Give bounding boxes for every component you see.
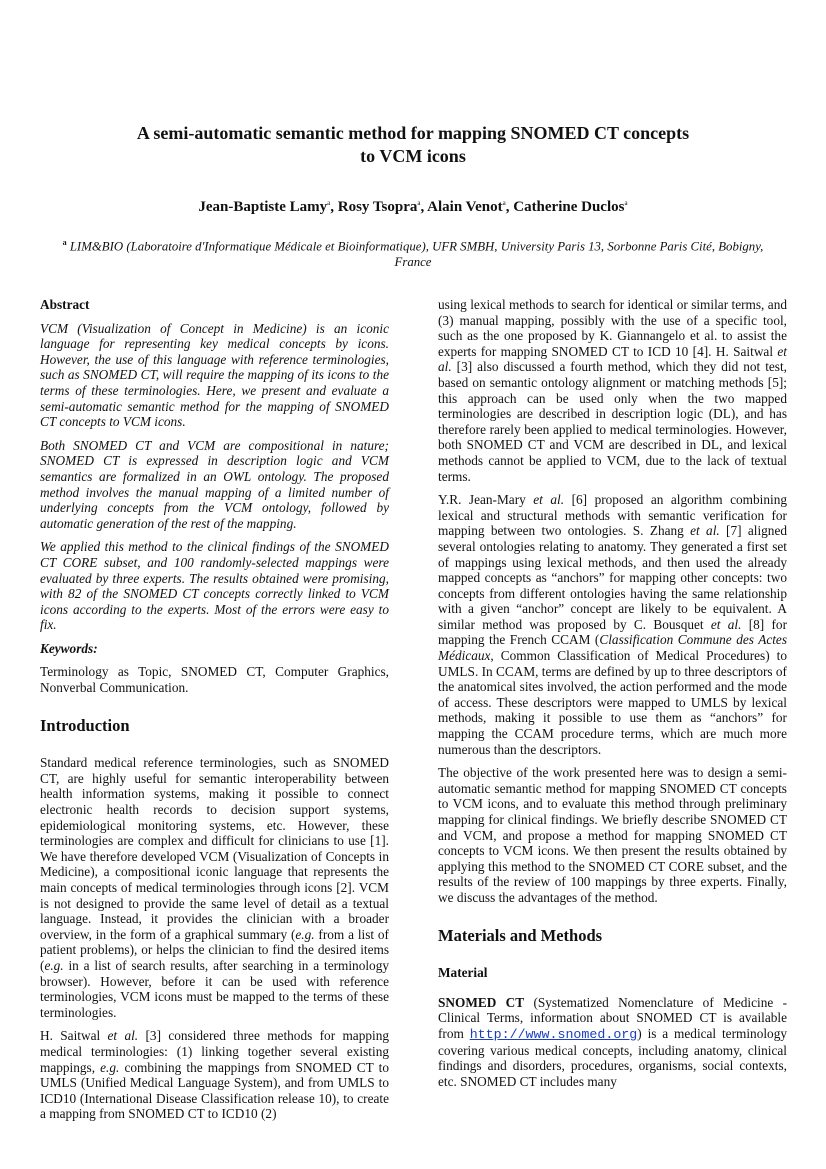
- author-affil-mark: a: [417, 199, 421, 207]
- abstract-heading: Abstract: [40, 297, 90, 312]
- affiliation: [50, 235, 776, 270]
- affiliation-mark: a: [62, 238, 67, 247]
- right-column: [438, 297, 787, 1097]
- author-name: Jean-Baptiste Lamy: [198, 199, 328, 215]
- affiliation-text: LIM&BIO (Laboratoire d'Informatique Médicale et Bioinformatique), UFR SMBH, University Paris 13, Sorbonne Paris Cité, Bobigny, France: [69, 239, 764, 270]
- section-heading-introduction: Introduction: [40, 715, 130, 735]
- paper-title: [80, 122, 746, 168]
- author-name: Rosy Tsopra: [337, 199, 418, 215]
- methods-paragraph: SNOMED CT (Systematized Nomenclature of Medicine - Clinical Terms, information about SNOMED CT is available from http://www.snomed.org) is a medical terminology covering various medical concepts, including anatomy, clinical findings and disorders, procedures, organisms, social contexts, etc. SNOMED CT includes many: [438, 994, 787, 1089]
- subsection-heading-material: Material: [438, 965, 488, 981]
- keywords-heading: Keywords:: [40, 640, 98, 656]
- intro-paragraph: Y.R. Jean-Mary et al. [6] proposed an algorithm combining lexical and structural methods with semantic verification for mapping between two ontologies. S. Zhang et al. [7] aligned several ontologies relating to anatomy. They generated a first set of mappings using lexical methods, and then used the already mapped concepts as “anchors” for mapping other concepts: two concepts from different ontologies having the same relationship with a given “anchor” concept are likely to be equivalent. A similar method was proposed by C. Bousquet et al. [8] for mapping the French CCAM (Classification Commune des Actes Médicaux, Common Classification of Medical Procedures) to UMLS. In CCAM, terms are defined by up to three descriptors of the anatomical sites involved, the action performed and the mode of access. These descriptors were mapped to UMLS by lexical methods, making it possible to use them as “anchors” for mapping the CCAM procedure terms, which are much more numerous than the descriptors.: [438, 492, 788, 757]
- author-affil-mark: a: [502, 199, 506, 207]
- author-list: Jean-Baptiste Lamy$^a$, Rosy Tsopra$^a$, Alain Venot$^a$, Catherine Duclos$^a$: [198, 199, 628, 215]
- title-line-1: A semi-automatic semantic method for mapping SNOMED CT concepts: [136, 123, 690, 143]
- author-affil-mark: a: [624, 199, 628, 207]
- section-heading-materials-methods: Materials and Methods: [438, 925, 603, 945]
- intro-paragraph: The objective of the work presented here was to design a semi-automatic semantic method for mapping SNOMED CT concepts to VCM icons, and to evaluate this method through preliminary mapping for clinical findings. We briefly describe SNOMED CT and VCM, and propose a method for mapping SNOMED CT concepts to VCM icons. We then present the results obtained by applying this method to the SNOMED CT CORE subset, and the results of the review of 100 mappings by three experts. Finally, we discuss the advantages of the method.: [438, 765, 787, 905]
- abstract-paragraph: Both SNOMED CT and VCM are compositional in nature; SNOMED CT is expressed in description logic and VCM semantics are formalized in an OWL ontology. The proposed method involves the manual mapping of a limited number of underlying concepts from the VCM ontology, followed by automatic generation of the rest of the mapping.: [40, 437, 389, 531]
- author-affil-mark: a: [327, 199, 331, 207]
- abstract-paragraph: We applied this method to the clinical findings of the SNOMED CT CORE subset, and 100 randomly-selected mappings were evaluated by three experts. The results obtained were promising, with 82 of the SNOMED CT concepts correctly linked to VCM icons according to the experts. Most of the errors were easy to fix.: [40, 539, 389, 633]
- intro-paragraph-continued: using lexical methods to search for identical or similar terms, and (3) manual mapping, possibly with the use of a specific tool, such as the one proposed by K. Giannangelo et al. to assist the experts for mapping SNOMED CT to ICD 10 [4]. H. Saitwal et al. [3] also discussed a fourth method, which they did not test, based on semantic ontology alignment or matching methods [5]; this approach can be used only when the two mapped terminologies are described in description logic (DL), and has therefore rarely been applied to medical terminologies. However, both SNOMED CT and VCM are described in DL, and lexical methods cannot be applied to VCM, due to the lack of textual terms.: [438, 297, 787, 484]
- abstract-paragraph: VCM (Visualization of Concept in Medicine) is an iconic language for representing key medical concepts by icons. However, the use of this language with reference terminologies, such as SNOMED CT, will require the mapping of its icons to the terms of these terminologies. Here, we present and evaluate a semi-automatic semantic method for the mapping of SNOMED CT concepts to VCM icons.: [40, 320, 389, 430]
- keywords-text: Terminology as Topic, SNOMED CT, Computer Graphics, Nonverbal Communication.: [40, 664, 389, 696]
- title-line-2: to VCM icons: [360, 146, 466, 166]
- intro-paragraph: Standard medical reference terminologies, such as SNOMED CT, are highly useful for semantic interoperability between health information systems, making it possible to connect electronic health records to decision support systems, epidemiological monitoring systems, etc. However, these terminologies are complex and difficult for clinicians to use [1]. We have therefore developed VCM (Visualization of Concepts in Medicine), a compositional iconic language that represents the main concepts of medical terminologies through icons [2]. VCM is not designed to provide the same level of detail as a textual language. Instead, it provides the clinician with a broader overview, in the form of a graphical summary (e.g. from a list of patient problems), or helps the clinician to find the desired items (e.g. in a list of search results, after searching in a terminology browser). However, before it can be used with reference terminologies, VCM icons must be mapped to the terms of these terminologies.: [40, 755, 389, 1020]
- intro-paragraph: H. Saitwal et al. [3] considered three methods for mapping medical terminologies: (1) linking together several existing mappings, e.g. combining the mappings from SNOMED CT to UMLS (Unified Medical Language System), and from UMLS to ICD10 (International Disease Classification release 10), to create a mapping from SNOMED CT to ICD10 (2): [40, 1028, 390, 1122]
- author-name: Alain Venot: [427, 199, 503, 215]
- author-name: Catherine Duclos: [513, 199, 625, 215]
- left-column: [40, 297, 389, 1130]
- snomed-url-link[interactable]: http://www.snomed.org: [469, 1026, 638, 1042]
